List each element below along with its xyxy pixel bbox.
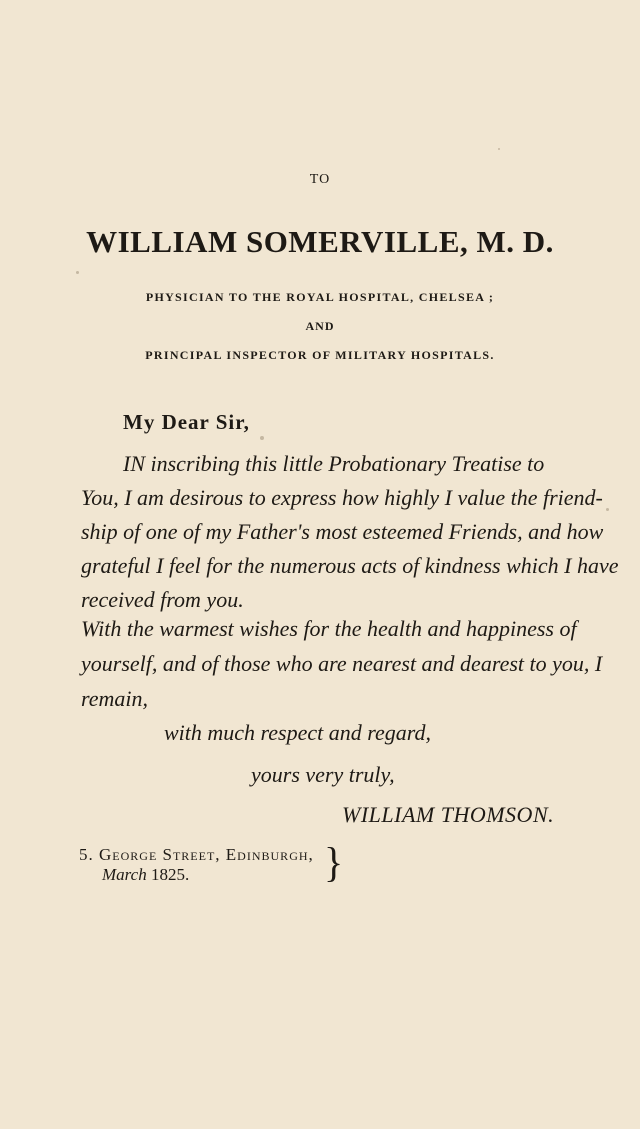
letter-closing-2: yours very truly, (251, 762, 395, 787)
dedicatee-name: WILLIAM SOMERVILLE, M. D. (86, 224, 554, 259)
paragraph-line: You, I am desirous to express how highly I value the friend- (81, 485, 603, 510)
paper-speck (260, 436, 264, 440)
letter-salutation: My Dear Sir, (123, 410, 250, 434)
address-brace: } (324, 838, 344, 887)
dedicatee-title-line-2: AND (305, 319, 335, 333)
address-date-year: 1825. (150, 865, 190, 884)
paragraph-line: remain, (81, 686, 149, 711)
paragraph-line: With the warmest wishes for the health and happiness of (81, 616, 577, 641)
address-date (102, 865, 189, 885)
letter-signature: WILLIAM THOMSON. (342, 802, 555, 827)
paper-speck (76, 271, 79, 274)
paragraph-line: grateful I feel for the numerous acts of kindness which I have (81, 553, 619, 578)
paper-speck (606, 508, 609, 511)
dedication-to: TO (309, 172, 331, 187)
address-street: 5. George Street, Edinburgh, (79, 845, 314, 864)
dedicatee-title-line-1: PHYSICIAN TO THE ROYAL HOSPITAL, CHELSEA ; (145, 290, 495, 304)
paper-speck (498, 148, 500, 150)
paragraph-line: IN inscribing this little Probationary Treatise to (123, 451, 545, 476)
paragraph-line: received from you. (81, 587, 244, 612)
paragraph-line: yourself, and of those who are nearest and dearest to you, I (81, 651, 603, 676)
dedicatee-title-line-3: PRINCIPAL INSPECTOR OF MILITARY HOSPITALS. (145, 348, 495, 362)
letter-closing-1: with much respect and regard, (164, 720, 432, 745)
address-date-month: March (102, 865, 147, 884)
paragraph-line: ship of one of my Father's most esteemed Friends, and how (81, 519, 604, 544)
